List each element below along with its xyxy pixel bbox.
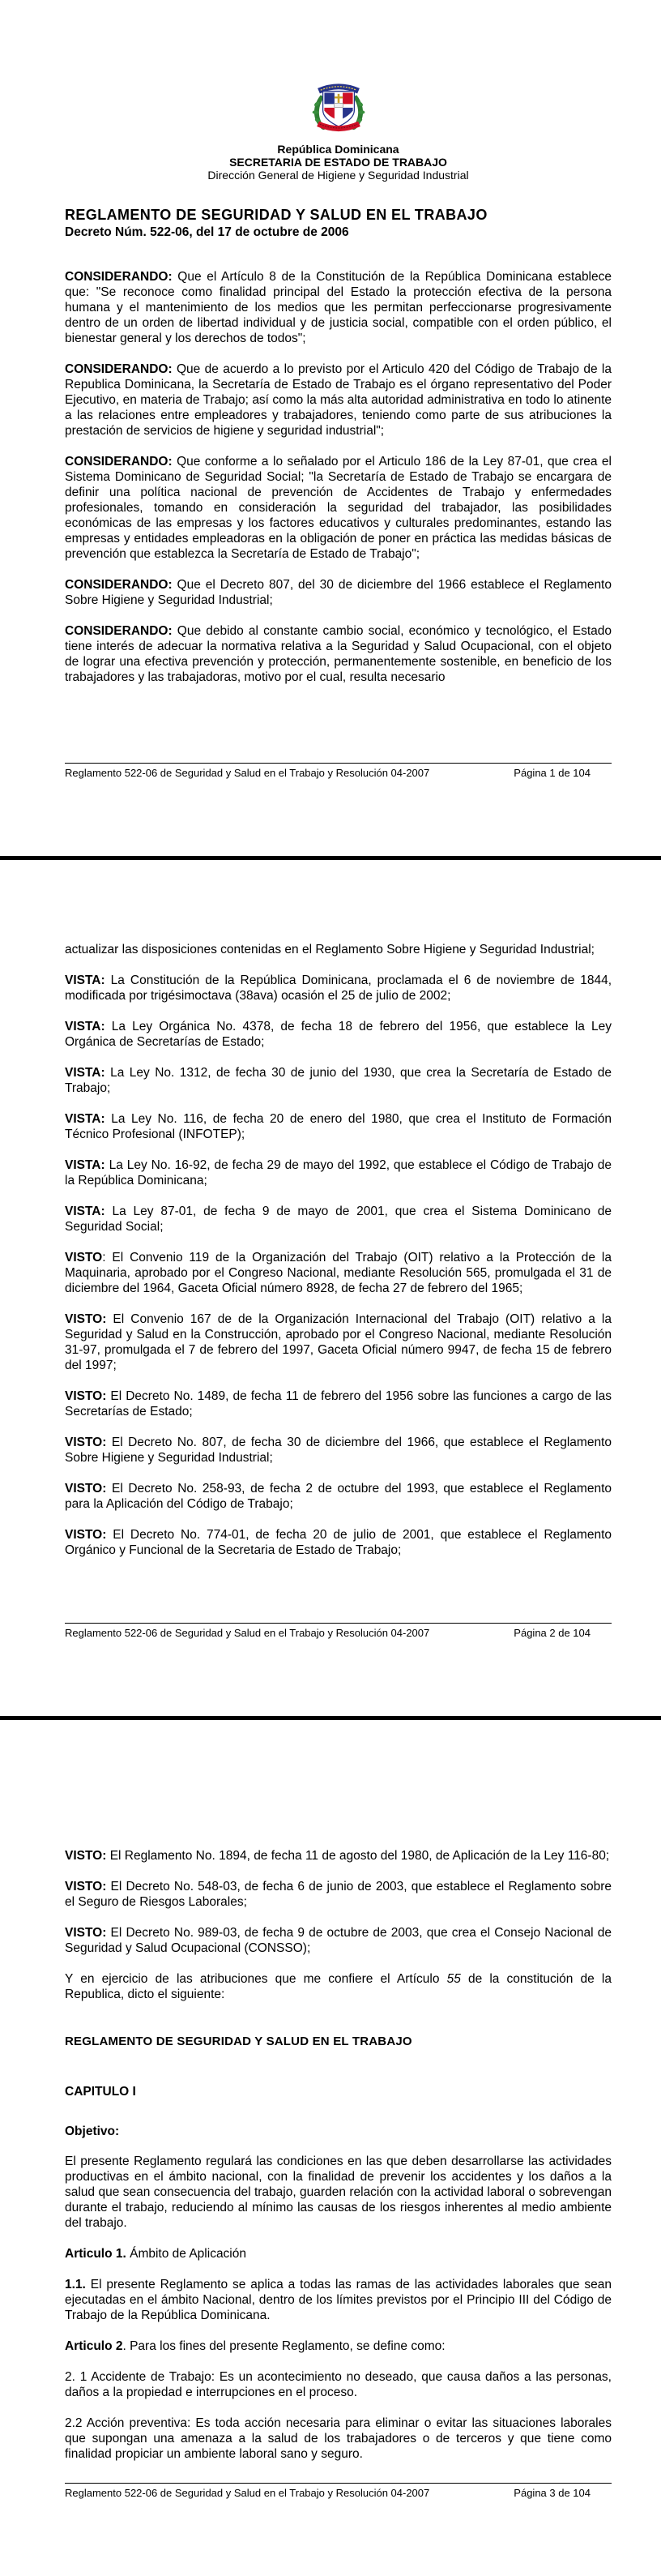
- footer-page-number: Página 3 de 104: [514, 2487, 591, 2499]
- paragraph-lead: VISTA:: [65, 1112, 105, 1126]
- paragraph-vista-2: [65, 1019, 612, 1050]
- paragraph-text: El Decreto No. 774-01, de fecha 20 de julio de 2001, que establece el Reglamento Orgánico y Funcional de la Secretaria de Estado de Trabajo;: [65, 1528, 612, 1557]
- paragraph-text: El Reglamento No. 1894, de fecha 11 de agosto del 1980, de Aplicación de la Ley 116-80;: [106, 1849, 610, 1863]
- paragraph-lead: CONSIDERANDO:: [65, 362, 173, 376]
- paragraph-lead: Articulo 2: [65, 2339, 123, 2353]
- paragraph-text: Que conforme a lo señalado por el Articulo 186 de la Ley 87-01, que crea el Sistema Dominicano de Seguridad Social; "la Secretaría de Estado de Trabajo se encargara de definir una política nacional de prevención de Accidentes de Trabajo y enfermedades profesionales, tomando en consideración la seguridad del trabajador, las posibilidades económicas de las empresas y los factores educativos y culturales predominantes, estando las empresas y entidades empleadoras en la obligación de poner en práctica las medidas básicas de prevención que establezca la Secretaría de Estado de Trabajo";: [65, 455, 612, 561]
- paragraph-visto-6: [65, 1527, 612, 1558]
- paragraph-text: . Para los fines del presente Reglamento, se define como:: [122, 2339, 446, 2353]
- page-3-content: [65, 1720, 612, 2462]
- paragraph-lead: VISTO:: [65, 1880, 107, 1893]
- paragraph-text: Que el Artículo 8 de la Constitución de la República Dominicana establece que: "Se reconoce como finalidad principal del Estado la protección efectiva de la persona humana y el mantenimiento de los medios que les permitan perfeccionarse progresivamente dentro de un orden de libertad individual y de justicia social, compatible con el orden público, el bienestar general y los derechos de todos";: [65, 270, 612, 345]
- paragraph-text: Que de acuerdo a lo previsto por el Articulo 420 del Código de Trabajo de la Republica Dominicana, la Secretaría de Estado de Trabajo es el órgano representativo del Poder Ejecutivo, en materia de Trabajo; así como la más alta autoridad administrativa en todo lo atinente a las relaciones entre empleadores y trabajadores, teniendo como parte de sus atribuciones la prestación de servicios de higiene y seguridad industrial";: [65, 362, 612, 438]
- paragraph-text: 2.2 Acción preventiva: Es toda acción necesaria para eliminar o evitar las situaciones laborales que supongan una amenaza a la salud de los trabajadores o de terceros y que tiene como finalidad propiciar un ambiente laboral sano y seguro.: [65, 2416, 612, 2461]
- paragraph-vista-5: [65, 1157, 612, 1188]
- paragraph-lead: CONSIDERANDO:: [65, 270, 173, 284]
- paragraph-continuation: [65, 942, 612, 957]
- paragraph-visto-3: [65, 1389, 612, 1419]
- paragraph-lead: Articulo 1.: [65, 2247, 126, 2261]
- header-secretariat: SECRETARIA DE ESTADO DE TRABAJO: [229, 156, 447, 169]
- enactment-article-number: 55: [446, 1972, 461, 1986]
- paragraph-considerando-2: [65, 362, 612, 439]
- document-decree: Decreto Núm. 522-06, del 17 de octubre de 2006: [65, 225, 349, 239]
- paragraph-considerando-1: [65, 269, 612, 346]
- paragraph-lead: VISTO:: [65, 1926, 107, 1940]
- paragraph-text: El presente Reglamento regulará las condiciones en las que deben desarrollarse las actividades productivas en el ámbito nacional, con la finalidad de prevenir los accidentes y los daños a la salud que sean consecuencia del trabajo, guarden relación con la actividad laboral o sobrevengan durante el trabajo, reduciendo al mínimo las causas de los riesgos inherentes al medio ambiente del trabajo.: [65, 2155, 612, 2230]
- paragraph-text: Que debido al constante cambio social, económico y tecnológico, el Estado tiene interés de adecuar la normativa relativa a la Seguridad y Salud Ocupacional, con el objeto de lograr una efectiva prevención y protección, permanentemente sostenible, en beneficio de los trabajadores y las trabajadoras, motivo por el cual, resulta necesario: [65, 624, 612, 684]
- page-footer: [65, 2483, 612, 2499]
- paragraph-lead: VISTA:: [65, 1205, 105, 1218]
- paragraph-lead: VISTO:: [65, 1312, 107, 1326]
- paragraph-text: Que el Decreto 807, del 30 de diciembre del 1966 establece el Reglamento Sobre Higiene y Seguridad Industrial;: [65, 578, 612, 607]
- paragraph-considerando-3: [65, 454, 612, 562]
- paragraph-lead: CONSIDERANDO:: [65, 578, 173, 592]
- paragraph-visto-9: [65, 1925, 612, 1956]
- paragraph-text: Ámbito de Aplicación: [126, 2247, 246, 2261]
- page-1-body: [65, 269, 612, 685]
- paragraph-item-1-1: [65, 2277, 612, 2323]
- paragraph-text: actualizar las disposiciones contenidas en el Reglamento Sobre Higiene y Seguridad Industrial;: [65, 943, 595, 956]
- paragraph-vista-3: [65, 1065, 612, 1096]
- paragraph-lead: VISTO:: [65, 1849, 107, 1863]
- paragraph-lead: VISTA:: [65, 1020, 105, 1033]
- paragraph-lead: CONSIDERANDO:: [65, 624, 173, 638]
- paragraph-considerando-5: [65, 623, 612, 685]
- paragraph-lead: VISTO:: [65, 1436, 107, 1449]
- paragraph-lead: VISTO:: [65, 1528, 107, 1542]
- paragraph-text: El Decreto No. 258-93, de fecha 2 de octubre del 1993, que establece el Reglamento para la Aplicación del Código de Trabajo;: [65, 1482, 612, 1511]
- paragraph-text: 2. 1 Accidente de Trabajo: Es un acontecimiento no deseado, que causa daños a las personas, daños a la propiedad e interrupciones en el proceso.: [65, 2370, 612, 2399]
- paragraph-text: El Decreto No. 1489, de fecha 11 de febrero del 1956 sobre las funciones a cargo de las Secretarías de Estado;: [65, 1389, 612, 1419]
- paragraph-text: : El Convenio 119 de la Organización del Trabajo (OIT) relativo a la Protección de la Maquinaria, aprobado por el Congreso Nacional, mediante Resolución 565, promulgada el 31 de diciembre del 1964, Gaceta Oficial número 8928, de fecha 27 de febrero del 1965;: [65, 1251, 612, 1295]
- header-division: Dirección General de Higiene y Seguridad Industrial: [207, 169, 469, 182]
- page-1: [0, 0, 661, 856]
- regulation-section-title: REGLAMENTO DE SEGURIDAD Y SALUD EN EL TRABAJO: [65, 2035, 412, 2048]
- paragraph-lead: VISTA:: [65, 973, 105, 987]
- paragraph-text: de la constitución de la Republica, dicto el siguiente:: [65, 1972, 612, 2001]
- coat-of-arms-icon: [309, 75, 369, 139]
- paragraph-lead: CONSIDERANDO:: [65, 455, 173, 469]
- paragraph-text: El Decreto No. 548-03, de fecha 6 de junio de 2003, que establece el Reglamento sobre el Seguro de Riesgos Laborales;: [65, 1880, 612, 1909]
- chapter-heading: CAPITULO I: [65, 2085, 136, 2099]
- paragraph-article-1: [65, 2246, 612, 2261]
- paragraph-lead: VISTA:: [65, 1158, 105, 1172]
- page-2: [0, 860, 661, 1716]
- page-1-content: [65, 0, 612, 685]
- paragraph-text: La Ley No. 1312, de fecha 30 de junio del 1930, que crea la Secretaría de Estado de Trabajo;: [65, 1066, 612, 1095]
- paragraph-visto-7: [65, 1848, 612, 1864]
- page-3: [0, 1720, 661, 2576]
- footer-document-label: Reglamento 522-06 de Seguridad y Salud en el Trabajo y Resolución 04-2007: [65, 2487, 430, 2499]
- paragraph-text: La Constitución de la República Dominicana, proclamada el 6 de noviembre de 1844, modificada por trigésimoctava (38ava) ocasión el 25 de julio de 2002;: [65, 973, 612, 1003]
- header-country: República Dominicana: [277, 143, 399, 156]
- paragraph-text: La Ley Orgánica No. 4378, de fecha 18 de febrero del 1956, que establece la Ley Orgánica de Secretarías de Estado;: [65, 1020, 612, 1049]
- paragraph-considerando-4: [65, 577, 612, 608]
- paragraph-text: El Decreto No. 807, de fecha 30 de diciembre del 1966, que establece el Reglamento Sobre Higiene y Seguridad Industrial;: [65, 1436, 612, 1465]
- paragraph-text: La Ley No. 116, de fecha 20 de enero del 1980, que crea el Instituto de Formación Técnico Profesional (INFOTEP);: [65, 1112, 612, 1141]
- paragraph-vista-6: [65, 1204, 612, 1235]
- paragraph-text: El Convenio 167 de de la Organización Internacional del Trabajo (OIT) relativo a la Seguridad y Salud en la Construcción, aprobado por el Congreso Nacional, mediante Resolución 31-97, promulgada el 7 de febrero del 1997, Gaceta Oficial número 9947, de fecha 15 de febrero del 1997;: [65, 1312, 612, 1372]
- document-title: REGLAMENTO DE SEGURIDAD Y SALUD EN EL TRABAJO: [65, 207, 488, 223]
- paragraph-visto-8: [65, 1879, 612, 1910]
- page-footer: [65, 1623, 612, 1639]
- paragraph-visto-2: [65, 1312, 612, 1373]
- paragraph-objective: [65, 2154, 612, 2231]
- paragraph-definition-2-2: [65, 2416, 612, 2462]
- paragraph-vista-4: [65, 1111, 612, 1142]
- page-2-content: [65, 860, 612, 1558]
- paragraph-lead: VISTO: [65, 1251, 103, 1264]
- paragraph-lead: VISTO:: [65, 1389, 107, 1403]
- paragraph-enactment: [65, 1971, 612, 2002]
- paragraph-text: El Decreto No. 989-03, de fecha 9 de octubre de 2003, que crea el Consejo Nacional de Seguridad y Salud Ocupacional (CONSSO);: [65, 1926, 612, 1955]
- paragraph-visto-4: [65, 1435, 612, 1466]
- paragraph-article-2: [65, 2339, 612, 2354]
- paragraph-lead: 1.1.: [65, 2278, 86, 2291]
- objective-label: Objetivo:: [65, 2125, 120, 2138]
- footer-page-number: Página 2 de 104: [514, 1627, 591, 1639]
- document-header: [65, 0, 612, 182]
- footer-document-label: Reglamento 522-06 de Seguridad y Salud en el Trabajo y Resolución 04-2007: [65, 767, 430, 779]
- paragraph-lead: VISTO:: [65, 1482, 107, 1496]
- paragraph-text: El presente Reglamento se aplica a todas las ramas de las actividades laborales que sean ejecutadas en el ámbito Nacional, dentro de los límites previstos por el Principio III del Código de Trabajo de la República Dominicana.: [65, 2278, 612, 2322]
- paragraph-visto-5: [65, 1481, 612, 1512]
- footer-document-label: Reglamento 522-06 de Seguridad y Salud en el Trabajo y Resolución 04-2007: [65, 1627, 430, 1639]
- paragraph-text: Y en ejercicio de las atribuciones que me confiere el Artículo: [65, 1972, 447, 1986]
- footer-page-number: Página 1 de 104: [514, 767, 591, 779]
- page-footer: [65, 763, 612, 779]
- paragraph-visto-1: [65, 1250, 612, 1296]
- paragraph-lead: VISTA:: [65, 1066, 105, 1080]
- paragraph-definition-2-1: [65, 2369, 612, 2400]
- paragraph-text: La Ley No. 16-92, de fecha 29 de mayo del 1992, que establece el Código de Trabajo de la República Dominicana;: [65, 1158, 612, 1187]
- paragraph-text: La Ley 87-01, de fecha 9 de mayo de 2001, que crea el Sistema Dominicano de Seguridad Social;: [65, 1205, 612, 1234]
- paragraph-vista-1: [65, 973, 612, 1003]
